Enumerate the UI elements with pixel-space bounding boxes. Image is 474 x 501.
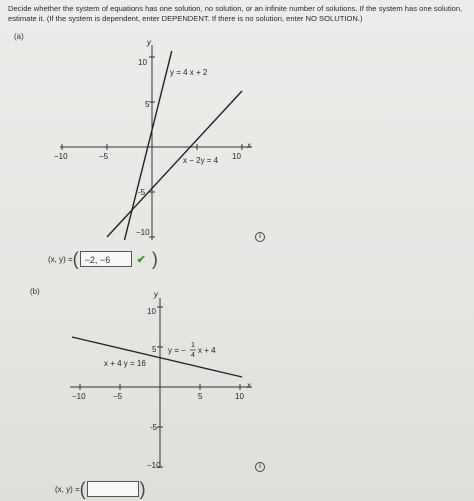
part-b-tick-label-x-neg5: −5 [113, 392, 123, 401]
part-b-line1-label-num: 1 [191, 342, 195, 349]
part-a-answer-input[interactable]: −2, −6 [80, 251, 132, 267]
part-b-info-icon[interactable]: i [255, 462, 265, 472]
correct-check-icon: ✔ [136, 253, 146, 266]
part-a-x-axis-label: x [247, 141, 251, 150]
part-a-open-paren: ( [72, 249, 79, 269]
part-b-answer-row [55, 480, 146, 498]
part-b-close-paren: ) [139, 479, 146, 499]
part-b-x-axis-label: x [247, 381, 251, 390]
part-b-tick-label-x-5: 5 [198, 392, 203, 401]
part-a-answer-label: (x, y) = [48, 254, 73, 264]
part-a-close-paren: ) [151, 249, 158, 269]
part-a-label: (a) [14, 32, 24, 41]
part-a-graph [54, 35, 260, 240]
part-a-tick-label-y-neg5: -5 [138, 188, 146, 197]
part-b-graph [70, 290, 255, 470]
part-a-tick-label-y-5: 5 [145, 100, 150, 109]
part-b-tick-label-y-10: 10 [147, 307, 156, 316]
part-a-info-icon[interactable]: i [255, 232, 265, 242]
part-a-line-x-minus-2y-eq-4 [107, 91, 242, 237]
part-a-tick-label-y-neg10: −10 [136, 228, 150, 237]
part-a-answer-row [48, 250, 158, 268]
part-a-tick-label-x-10: 10 [232, 152, 241, 161]
part-b-y-axis-label: y [154, 290, 158, 299]
part-a-line2-label: x − 2y = 4 [183, 156, 219, 165]
part-a-line-y-eq-4x-plus-2 [125, 51, 172, 240]
part-b-tick-label-x-neg10: −10 [72, 392, 86, 401]
part-b-answer-label: (x, y) = [55, 484, 80, 494]
part-a-line1-label: y = 4 x + 2 [170, 68, 208, 77]
part-b-open-paren: ( [79, 479, 86, 499]
part-b-label: (b) [30, 287, 40, 296]
part-a-tick-label-y-10: 10 [138, 58, 147, 67]
part-a-y-axis-label: y [147, 38, 151, 47]
part-b-line1-label-den: 4 [191, 352, 195, 359]
part-b-line-y-eq-neg-quarter-x-plus-4 [72, 337, 242, 377]
part-b-line1-label-left: y = − [168, 346, 186, 355]
instructions-text: Decide whether the system of equations has one solution, no solution, or an infinite number of solutions. If the system has one solution, estimate it. (If the system is dependent, enter DEPENDENT. If there is no solution, enter NO SOLUTION.) [8, 4, 463, 23]
part-b-line2-label: x + 4 y = 16 [104, 359, 146, 368]
part-b-tick-label-x-10: 10 [235, 392, 244, 401]
part-b-answer-input[interactable] [87, 481, 139, 497]
part-a-tick-label-x-neg5: −5 [99, 152, 109, 161]
part-a-tick-label-x-neg10: −10 [54, 152, 68, 161]
part-b-tick-label-y-neg10: −10 [147, 461, 161, 470]
part-b-line1-label-right: x + 4 [198, 346, 216, 355]
part-b-tick-label-y-5: 5 [152, 345, 157, 354]
part-b-tick-label-y-neg5: -5 [150, 423, 158, 432]
